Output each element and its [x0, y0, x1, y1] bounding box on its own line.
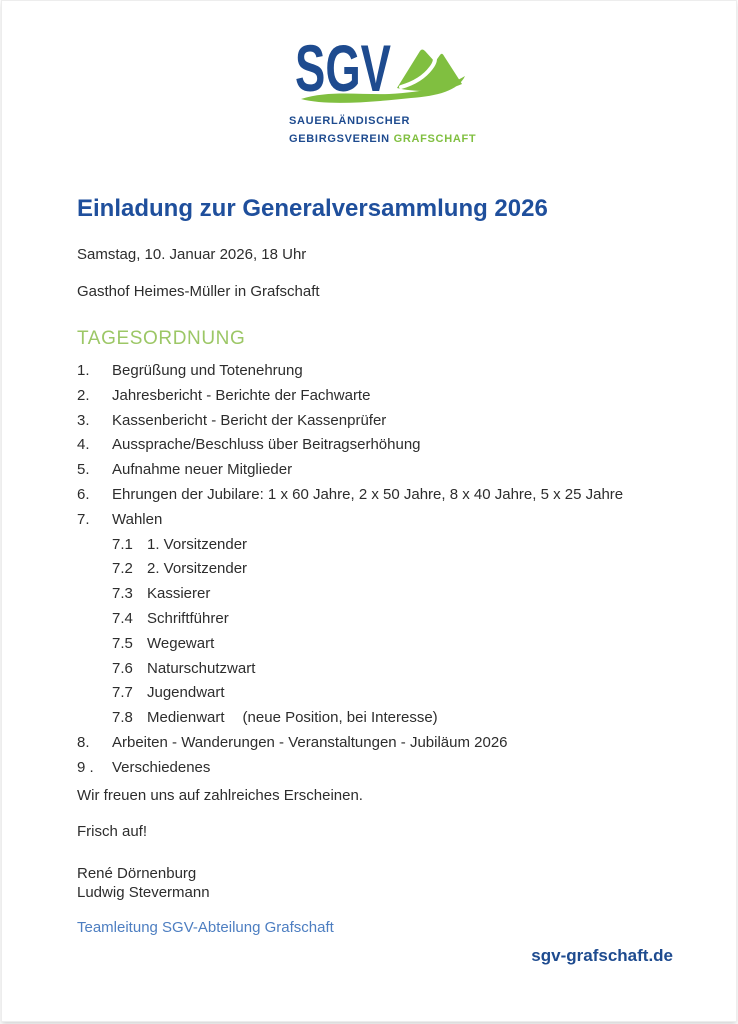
agenda-item-note: (neue Position, bei Interesse) — [242, 709, 438, 727]
agenda-item-text: Wahlen — [112, 510, 163, 528]
agenda-item-text: Jugendwart — [147, 684, 225, 702]
website-link[interactable]: sgv-grafschaft.de — [531, 946, 673, 965]
agenda-item — [77, 683, 696, 708]
agenda-item-number: 7.6 — [112, 659, 133, 677]
signature-block — [77, 864, 210, 902]
agenda-item — [77, 758, 696, 783]
document-page — [2, 1, 736, 1021]
agenda-item — [77, 708, 696, 733]
agenda-item-number: 5. — [77, 461, 90, 479]
logo-caption-line2-green: GRAFSCHAFT — [393, 133, 477, 145]
agenda-item — [77, 634, 696, 659]
agenda-item-number: 7. — [77, 510, 90, 528]
agenda-item-text: Aufnahme neuer Mitglieder — [112, 461, 293, 479]
agenda-item-number: 7.8 — [112, 709, 133, 727]
agenda-item-number: 7.3 — [112, 585, 133, 603]
sgv-logo-graphic — [289, 39, 469, 111]
agenda-item — [77, 485, 696, 510]
agenda-item-text: Naturschutzwart — [147, 659, 256, 677]
agenda-item — [77, 361, 696, 386]
page-title: Einladung zur Generalversammlung 2026 — [77, 195, 548, 222]
logo-caption-line1: SAUERLÄNDISCHER — [289, 115, 411, 127]
agenda-item-number: 6. — [77, 485, 90, 503]
agenda-item-text: Kassierer — [147, 585, 211, 603]
agenda-item — [77, 510, 696, 535]
agenda-item-text: Verschiedenes — [112, 758, 211, 776]
agenda-item-text: Arbeiten - Wanderungen - Veranstaltungen - Jubiläum 2026 — [112, 733, 508, 751]
agenda-heading: TAGESORDNUNG — [77, 328, 246, 349]
event-date-line: Samstag, 10. Januar 2026, 18 Uhr — [77, 246, 307, 263]
agenda-item-text: Medienwart — [147, 709, 225, 727]
agenda-item-text: Begrüßung und Totenehrung — [112, 362, 303, 379]
agenda-item-number: 7.5 — [112, 634, 133, 652]
agenda-item — [77, 460, 696, 485]
agenda-item-number: 7.4 — [112, 609, 133, 627]
agenda-item — [77, 733, 696, 758]
agenda-item-number: 2. — [77, 386, 90, 404]
signatory-name-2: Ludwig Stevermann — [77, 884, 210, 901]
agenda-item-text: 2. Vorsitzender — [147, 560, 248, 578]
closing-line-2: Frisch auf! — [77, 823, 148, 840]
logo-acronym-text: SGV — [295, 39, 391, 105]
agenda-item-number: 1. — [77, 362, 90, 379]
agenda-item-number: 7.7 — [112, 684, 133, 702]
agenda-item — [77, 435, 696, 460]
closing-line-1: Wir freuen uns auf zahlreiches Erscheinen. — [77, 787, 363, 804]
agenda-item-text: Kassenbericht - Bericht der Kassenprüfer — [112, 411, 387, 429]
agenda-item — [77, 411, 696, 436]
agenda-item-number: 7.1 — [112, 535, 133, 553]
event-location-line: Gasthof Heimes-Müller in Grafschaft — [77, 283, 320, 300]
agenda-item — [77, 584, 696, 609]
agenda-item-number: 9 . — [77, 758, 94, 776]
logo-caption-line2-blue: GEBIRGSVEREIN — [289, 133, 390, 145]
agenda-item-text: 1. Vorsitzender — [147, 535, 248, 553]
agenda-item — [77, 659, 696, 684]
logo-caption-line2 — [289, 132, 477, 147]
agenda-item — [77, 535, 696, 560]
agenda-item-text: Wegewart — [147, 634, 215, 652]
agenda-list — [77, 361, 696, 783]
agenda-item-number: 3. — [77, 411, 90, 429]
agenda-item — [77, 609, 696, 634]
agenda-item-text: Aussprache/Beschluss über Beitragserhöhung — [112, 436, 421, 454]
team-role-link[interactable]: Teamleitung SGV-Abteilung Grafschaft — [77, 919, 334, 936]
agenda-item-number: 4. — [77, 436, 90, 454]
agenda-item — [77, 559, 696, 584]
agenda-item-number: 8. — [77, 733, 90, 751]
sgv-logo — [289, 39, 477, 147]
agenda-item-text: Ehrungen der Jubilare: 1 x 60 Jahre, 2 x 50 Jahre, 8 x 40 Jahre, 5 x 25 Jahre — [112, 485, 624, 503]
agenda-item — [77, 386, 696, 411]
signatory-name-1: René Dörnenburg — [77, 865, 197, 882]
agenda-item-number: 7.2 — [112, 560, 133, 578]
agenda-item-text: Schriftführer — [147, 609, 229, 627]
agenda-item-text: Jahresbericht - Berichte der Fachwarte — [112, 386, 371, 404]
